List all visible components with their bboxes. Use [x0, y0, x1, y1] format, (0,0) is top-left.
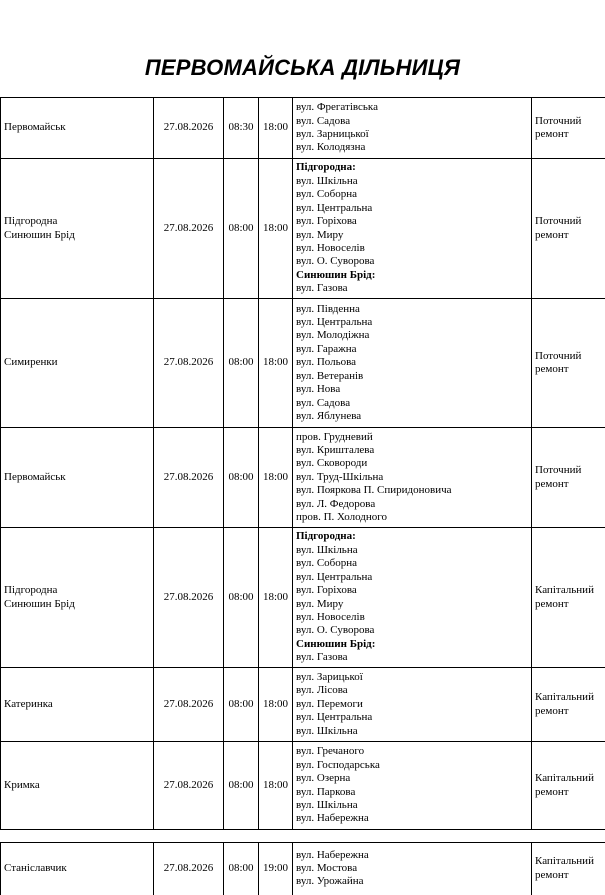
start-time-cell: 08:30: [224, 98, 259, 159]
end-time-cell: 18:00: [259, 428, 293, 528]
street-name: вул. Новоселів: [296, 611, 531, 624]
end-time-cell: 18:00: [259, 299, 293, 428]
text-line: Синюшин Брід: [4, 229, 153, 242]
settlement-cell: [1, 742, 154, 830]
street-name: вул. Центральна: [296, 316, 531, 329]
street-name: вул. Центральна: [296, 711, 531, 724]
street-name: вул. Садова: [296, 397, 531, 410]
settlement-cell: [1, 159, 154, 299]
locality-heading: Синюшин Брід:: [296, 269, 531, 282]
work-type-cell: [532, 668, 605, 742]
text-line: ремонт: [535, 128, 605, 141]
street-name: вул. О. Суворова: [296, 255, 531, 268]
date-cell: 27.08.2026: [154, 299, 224, 428]
street-name: вул. Центральна: [296, 571, 531, 584]
street-name: вул. Соборна: [296, 557, 531, 570]
text-line: Капітальний: [535, 855, 605, 868]
street-name: вул. Озерна: [296, 772, 531, 785]
street-name: вул. Горіхова: [296, 584, 531, 597]
start-time-cell: 08:00: [224, 668, 259, 742]
text-line: ремонт: [535, 229, 605, 242]
start-time-cell: 08:00: [224, 528, 259, 668]
street-name: пров. П. Холодного: [296, 511, 531, 524]
locality-heading: Підгородна:: [296, 161, 531, 174]
start-time-cell: 08:00: [224, 299, 259, 428]
streets-cell: [293, 528, 532, 668]
date-cell: 27.08.2026: [154, 528, 224, 668]
locality-heading: Підгородна:: [296, 530, 531, 543]
table-row: [1, 428, 605, 528]
text-line: Підгородна: [4, 215, 153, 228]
text-line: Поточний: [535, 115, 605, 128]
street-name: вул. Фрегатівська: [296, 101, 531, 114]
text-line: ремонт: [535, 869, 605, 882]
work-type-cell: [532, 299, 605, 428]
streets-cell: [293, 843, 532, 895]
street-name: вул. Урожайна: [296, 875, 531, 888]
work-type-cell: [532, 159, 605, 299]
street-name: вул. Південна: [296, 303, 531, 316]
date-cell: 27.08.2026: [154, 843, 224, 895]
text-line: ремонт: [535, 478, 605, 491]
streets-cell: [293, 98, 532, 159]
page-title: ПЕРВОМАЙСЬКА ДІЛЬНИЦЯ: [0, 53, 605, 83]
street-name: вул. Лісова: [296, 684, 531, 697]
work-type-cell: [532, 428, 605, 528]
settlement-cell: [1, 843, 154, 895]
table-row: [1, 668, 605, 742]
table-row: [1, 299, 605, 428]
text-line: Капітальний: [535, 584, 605, 597]
work-type-cell: [532, 98, 605, 159]
start-time-cell: 08:00: [224, 843, 259, 895]
street-name: вул. Польова: [296, 356, 531, 369]
text-line: Поточний: [535, 350, 605, 363]
street-name: вул. Гаражна: [296, 343, 531, 356]
start-time-cell: 08:00: [224, 428, 259, 528]
locality-heading: Синюшин Брід:: [296, 638, 531, 651]
work-type-cell: [532, 528, 605, 668]
street-name: вул. Набережна: [296, 849, 531, 862]
street-name: вул. Шкільна: [296, 544, 531, 557]
end-time-cell: 18:00: [259, 668, 293, 742]
start-time-cell: 08:00: [224, 742, 259, 830]
street-name: вул. Шкільна: [296, 175, 531, 188]
streets-cell: [293, 299, 532, 428]
street-name: вул. Шкільна: [296, 799, 531, 812]
street-name: вул. Господарська: [296, 759, 531, 772]
text-line: Синюшин Брід: [4, 598, 153, 611]
text-line: Кримка: [4, 779, 153, 792]
end-time-cell: 18:00: [259, 528, 293, 668]
text-line: ремонт: [535, 598, 605, 611]
text-line: Первомайськ: [4, 471, 153, 484]
settlement-cell: [1, 668, 154, 742]
street-name: вул. Миру: [296, 229, 531, 242]
work-type-cell: [532, 742, 605, 830]
street-name: вул. Набережна: [296, 812, 531, 825]
street-name: вул. Садова: [296, 115, 531, 128]
settlement-cell: [1, 528, 154, 668]
table-row: [1, 843, 605, 895]
text-line: Підгородна: [4, 584, 153, 597]
street-name: вул. Нова: [296, 383, 531, 396]
date-cell: 27.08.2026: [154, 428, 224, 528]
table-row: [1, 159, 605, 299]
street-name: вул. Яблунева: [296, 410, 531, 423]
settlement-cell: [1, 428, 154, 528]
street-name: вул. Л. Федорова: [296, 498, 531, 511]
street-name: вул. Газова: [296, 282, 531, 295]
text-line: Капітальний: [535, 772, 605, 785]
street-name: вул. Горіхова: [296, 215, 531, 228]
street-name: вул. Гречаного: [296, 745, 531, 758]
text-line: ремонт: [535, 363, 605, 376]
date-cell: 27.08.2026: [154, 98, 224, 159]
streets-cell: [293, 742, 532, 830]
street-name: вул. Соборна: [296, 188, 531, 201]
street-name: вул. Сковороди: [296, 457, 531, 470]
street-name: вул. Зарицької: [296, 671, 531, 684]
schedule-table-continued: [0, 842, 605, 895]
street-name: вул. Новоселів: [296, 242, 531, 255]
schedule-table-continued-body: [1, 843, 605, 895]
street-name: вул. Ветеранів: [296, 370, 531, 383]
settlement-cell: [1, 299, 154, 428]
street-name: вул. Газова: [296, 651, 531, 664]
schedule-table: [0, 97, 605, 830]
text-line: Первомайськ: [4, 121, 153, 134]
end-time-cell: 19:00: [259, 843, 293, 895]
street-name: вул. Молодіжна: [296, 329, 531, 342]
street-name: вул. Миру: [296, 598, 531, 611]
table-row: [1, 528, 605, 668]
text-line: ремонт: [535, 786, 605, 799]
start-time-cell: 08:00: [224, 159, 259, 299]
street-name: вул. Центральна: [296, 202, 531, 215]
text-line: Поточний: [535, 464, 605, 477]
end-time-cell: 18:00: [259, 742, 293, 830]
street-name: вул. О. Суворова: [296, 624, 531, 637]
text-line: Катеринка: [4, 698, 153, 711]
table-row: [1, 742, 605, 830]
text-line: Капітальний: [535, 691, 605, 704]
street-name: вул. Мостова: [296, 862, 531, 875]
text-line: Поточний: [535, 215, 605, 228]
street-name: вул. Колодязна: [296, 141, 531, 154]
street-name: пров. Грудневий: [296, 431, 531, 444]
settlement-cell: [1, 98, 154, 159]
date-cell: 27.08.2026: [154, 668, 224, 742]
end-time-cell: 18:00: [259, 98, 293, 159]
street-name: вул. Шкільна: [296, 725, 531, 738]
table-row: [1, 98, 605, 159]
street-name: вул. Паркова: [296, 786, 531, 799]
street-name: вул. Зарницької: [296, 128, 531, 141]
date-cell: 27.08.2026: [154, 742, 224, 830]
streets-cell: [293, 159, 532, 299]
street-name: вул. Пояркова П. Спиридоновича: [296, 484, 531, 497]
streets-cell: [293, 668, 532, 742]
text-line: ремонт: [535, 705, 605, 718]
schedule-table-body: [1, 98, 605, 830]
work-type-cell: [532, 843, 605, 895]
street-name: вул. Труд-Шкільна: [296, 471, 531, 484]
date-cell: 27.08.2026: [154, 159, 224, 299]
street-name: вул. Перемоги: [296, 698, 531, 711]
text-line: Станіславчик: [4, 862, 153, 875]
end-time-cell: 18:00: [259, 159, 293, 299]
street-name: вул. Кришталева: [296, 444, 531, 457]
streets-cell: [293, 428, 532, 528]
text-line: Симиренки: [4, 356, 153, 369]
